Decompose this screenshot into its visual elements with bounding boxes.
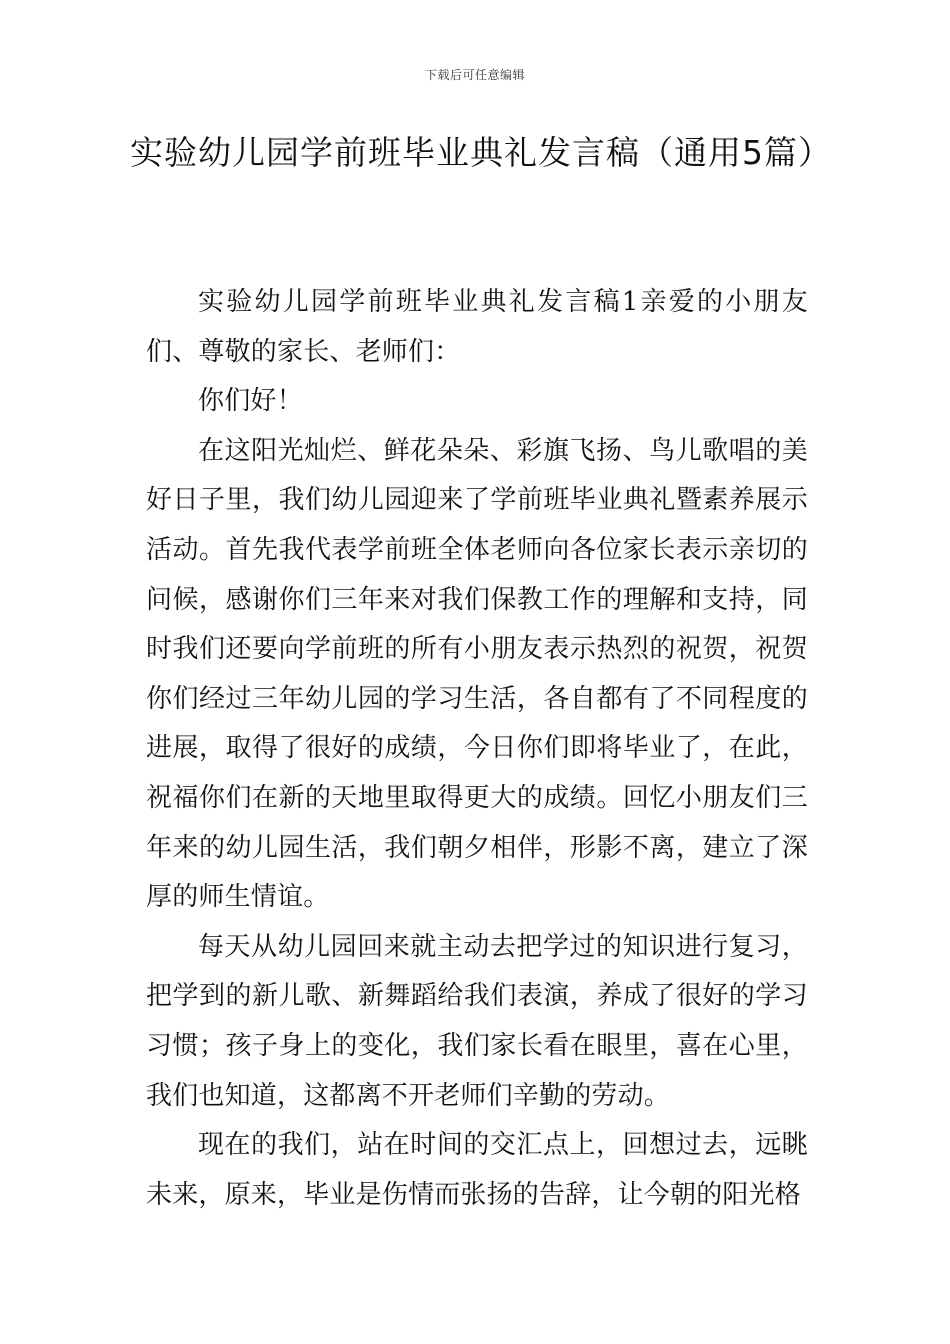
paragraph: 你们好！ [198, 386, 303, 417]
paragraph: 在这阳光灿烂、鲜花朵朵、彩旗飞扬、鸟儿歌唱的美好日子里，我们幼儿园迎来了学前班毕业典礼暨素养展示活动。首先我代表学前班全体老师向各位家长表示亲切的问候，感谢你们三年来对我们保教工作的理解和支持，同时我们还要向学前班的所有小朋友表示热烈的祝贺，祝贺你们经过三年幼儿园的学习生活，各自都有了不同程度的进展，取得了很好的成绩，今日你们即将毕业了，在此，祝福你们在新的天地里取得更大的成绩。回忆小朋友们三年来的幼儿园生活，我们朝夕相伴，形影不离，建立了深厚的师生情谊。 [146, 435, 808, 913]
header-note: 下载后可任意编辑 [424, 68, 525, 82]
paragraph: 每天从幼儿园回来就主动去把学过的知识进行复习，把学到的新儿歌、新舞蹈给我们表演，养成了很好的学习习惯；孩子身上的变化，我们家长看在眼里，喜在心里，我们也知道，这都离不开老师们辛勤的劳动。 [146, 931, 808, 1111]
paragraph: 现在的我们，站在时间的交汇点上，回想过去，远眺未来，原来，毕业是伤情而张扬的告辞，让今朝的阳光格 [146, 1130, 808, 1210]
document-title: 实验幼儿园学前班毕业典礼发言稿（通用5篇） [130, 133, 832, 172]
paragraph: 实验幼儿园学前班毕业典礼发言稿1亲爱的小朋友们、尊敬的家长、老师们： [146, 287, 808, 367]
document-body [146, 278, 808, 1220]
